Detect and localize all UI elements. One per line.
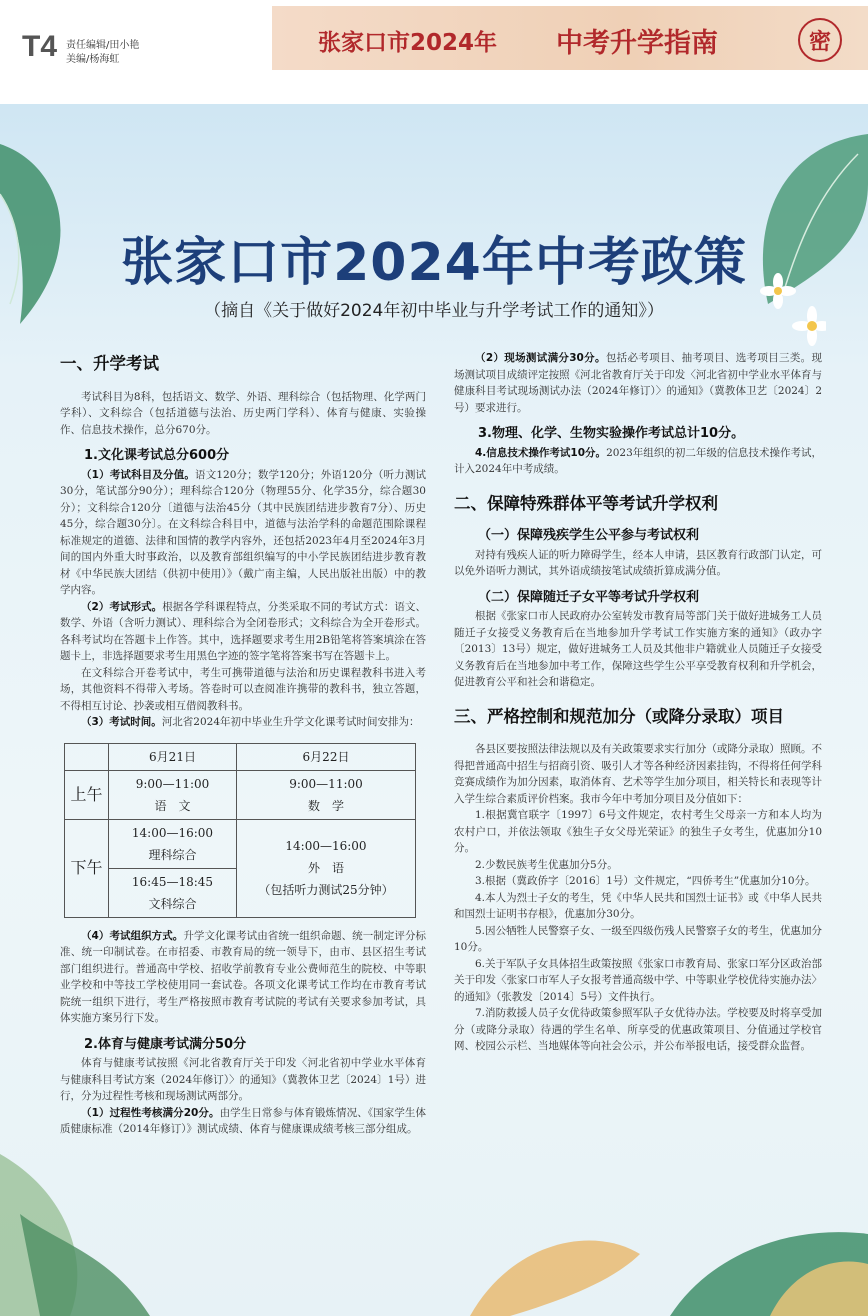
leaf-decoration-bottom-right: [470, 1184, 868, 1316]
item-label: （2）现场测试满分30分。: [475, 352, 606, 364]
list-item: 1.根据冀官联字〔1997〕6号文件规定，农村考生父母亲一方和本人均为农村户口，并依法领取《独生子女父母光荣证》的独生子女考生，优惠加分10分。: [454, 809, 822, 854]
item-text: 河北省2024年初中毕业生升学文化课考试时间安排为：: [161, 716, 420, 728]
exam-time: 14:00—16:00: [131, 825, 214, 840]
exam-subject: 文科综合: [148, 896, 197, 911]
paragraph: 在文科综合开卷考试中，考生可携带道德与法治和历史课程教科书进入考场，其他资料不得带入考场。答卷时可以查阅准许携带的教科书，独立答题，不得相互讨论、抄袭或相互借阅教科书。: [60, 666, 426, 712]
right-column: [454, 350, 822, 1055]
paragraph: [454, 445, 822, 478]
table-header-day2: 6月22日: [237, 743, 416, 770]
list-item: 5.因公牺牲人民警察子女、一级至四级伤残人民警察子女的考生，优惠加分10分。: [454, 924, 822, 953]
banner-city: 张家口市2024年: [318, 30, 498, 56]
table-cell: [237, 819, 416, 917]
paragraph: [60, 1105, 426, 1138]
item-label: （2）考试形式。: [81, 600, 163, 613]
page-number: T4: [22, 30, 58, 63]
section-heading: 一、升学考试: [60, 354, 159, 373]
section-banner: [272, 6, 868, 70]
section-heading: 三、严格控制和规范加分（或降分录取）项目: [454, 706, 784, 726]
exam-time: 16:45—18:45: [131, 874, 214, 889]
left-column: [60, 350, 426, 1138]
paragraph: 对持有残疾人证的听力障碍学生，经本人申请，县区教育行政部门认定，可以免外语听力测试，其外语成绩按笔试成绩折算成满分值。: [454, 548, 822, 577]
exam-time: 14:00—16:00: [285, 839, 367, 853]
item-label: （3）考试时间。: [81, 716, 162, 728]
editor-credits: [66, 39, 139, 67]
paragraph: 考试科目为8科，包括语文、数学、外语、理科综合（包括物理、化学两门学科）、文科综合（包括道德与法治、历史两门学科）、体育与健康、实验操作、信息技术操作，总分670分。: [60, 390, 426, 436]
table-row-label-am: 上午: [65, 770, 109, 819]
subsection-heading: 3.物理、化学、生物实验操作考试总计10分。: [478, 426, 745, 441]
leaf-decoration-bottom-left: [0, 1154, 150, 1316]
paragraph: 体育与健康考试按照《河北省教育厅关于印发〈河北省初中学业水平体育与健康科目考试方案（2024年修订）〉的通知》（冀教体卫艺〔2024〕1号）进行，分为过程性考核和现场测试两部分。: [60, 1057, 426, 1102]
item-text: 由学生日常参与体育锻炼情况、《国家学生体质健康标准（2014年修订）》测试成绩、体育与健康课成绩考核三部分组成。: [60, 1106, 427, 1135]
table-row-label-pm: 下午: [65, 819, 109, 917]
paragraph: 各县区要按照法律法规以及有关政策要求实行加分（或降分录取）照顾。不得把普通高中招生与招商引资、吸引人才等各种经济因素挂钩，不得将任何学科竞赛成绩作为加分因素，取消体育、艺术等学生加分项目，相关特长和表现等计入学生综合素质评价档案。我市今年中考加分项目及分值如下：: [454, 743, 822, 805]
poster-subtitle: （摘自《关于做好2024年初中毕业与升学考试工作的通知》）: [204, 301, 664, 321]
subsection-heading: 1.文化课考试总分600分: [84, 448, 230, 463]
table-cell: [237, 770, 416, 819]
exam-note: （包括听力测试25分钟）: [258, 883, 394, 897]
paragraph: [60, 599, 426, 665]
item-label: （4）考试组织方式。: [81, 929, 184, 942]
list-item: 4.本人为烈士子女的考生，凭《中华人民共和国烈士证书》或《中华人民共和国烈士证明书存根》，优惠加分30分。: [454, 891, 822, 920]
table-cell: [109, 868, 237, 917]
paragraph: [60, 467, 426, 599]
designer-name: 美编/杨海虹: [66, 54, 120, 65]
list-item: 2.少数民族考生优惠加分5分。: [475, 858, 618, 871]
seal-stamp: 密: [798, 18, 842, 62]
item-text: 根据各学科课程特点，分类采取不同的考试方式：语文、数学、外语（含听力测试）、理科综合为全闭卷形式；文科综合为全开卷形式。各科考试均在答题卡上作答。其中，选择题要求考生用2B铅笔将答案填涂在答题卡上，非选择题要求考生用黑色字迹的签字笔将答案书写在答题卡上。: [60, 600, 426, 662]
table-cell: [109, 819, 237, 868]
banner-guide: 中考升学指南: [556, 28, 718, 59]
table-corner: [65, 743, 109, 770]
subsection-heading: （二）保障随迁子女平等考试升学权利: [478, 589, 700, 605]
item-text: 语文120分；数学120分；外语120分（听力测试30分，笔试部分90分）；理科综合120分（物理55分、化学35分，综合题30分）；文科综合120分〔道德与法治45分（其中民族团结进步教育7分）、历史45分，综合题30分〕。在文科综合科目中，道德与法治学科的命题范围除课程标准规定的道德、法律和国情的教学内容外，还包括2023年4月至2024年3月间的国内外重大时事政治，以及教育部组织编写的中小学民族团结进步教育教材《中华民族大团结（供初中使用）》（戴广南主编，人民出版社出版）中的教学内容。: [60, 468, 427, 596]
exam-subject: 理科综合: [148, 847, 197, 862]
exam-time: 9:00—11:00: [289, 776, 363, 791]
exam-subject: 语 文: [154, 798, 191, 813]
subsection-heading: （一）保障残疾学生公平参与考试权利: [478, 528, 700, 543]
poster-title: 张家口市2024年中考政策: [121, 233, 747, 293]
list-item: 6.关于军队子女具体招生政策按照《张家口市教育局、张家口军分区政治部关于印发〈张家口市军人子女报考普通高级中学、中等职业学校优待实施办法〉的通知》（张教发〔2014〕5号）文件执行。: [454, 957, 822, 1003]
table-header-day1: 6月21日: [109, 743, 237, 770]
policy-poster: [0, 104, 868, 1316]
item-text: 升学文化课考试由省统一组织命题、统一制定评分标准、统一印制试卷。在市招委、市教育局的统一领导下，由市、县区招生考试部门组织进行。普通高中学校、招收学前教育专业公费师范生的院校、中等职业学校和中等技工学校使用同一套试卷。各项文化课考试工作均在市教育考试院统一组织下进行，考生严格按照市教育考试院的考试有关要求参加考试，具体实施方案另行下发。: [60, 929, 427, 1024]
table-cell: [109, 770, 237, 819]
exam-subject: 数 学: [307, 798, 344, 813]
section-heading: 二、保障特殊群体平等考试升学权利: [454, 493, 718, 513]
item-text: 包括必考项目、抽考项目、选考项目三类。现场测试项目成绩评定按照《河北省教育厅关于印发〈河北省初中学业水平体育与健康科目考试现场测试办法（2024年修订）〉的通知》（冀教体卫艺〔2024〕2号）要求进行。: [454, 352, 823, 414]
item-label: 4.信息技术操作考试10分。: [475, 446, 607, 459]
item-label: （1）考试科目及分值。: [81, 468, 196, 481]
exam-subject: 外 语: [307, 861, 344, 875]
paragraph: 根据《张家口市人民政府办公室转发市教育局等部门关于做好进城务工人员随迁子女接受义务教育后在当地参加升学考试工作实施方案的通知》（政办字〔2013〕13号）规定，做好进城务工人员及其他非户籍就业人员随迁子女接受义务教育后在当地参加中考工作，保障这些学生公平享受教育权利和升学机会，促进教育公平和社会和谐稳定。: [454, 610, 822, 688]
exam-time: 9:00—11:00: [135, 776, 210, 791]
item-text: 2023年组织的初二年级的信息技术操作考试，计入2024年中考成绩。: [454, 446, 822, 475]
item-label: （1）过程性考核满分20分。: [81, 1106, 220, 1119]
paragraph: [60, 714, 426, 731]
exam-schedule-table: [64, 743, 416, 918]
page-header: [0, 0, 868, 78]
list-item: 7.消防救援人员子女优待政策参照军队子女优待办法。学校要及时将享受加分（或降分录取）待遇的学生名单、所享受的优惠政策项目、分值通过学校官网、校园公示栏、当地媒体等向社会公示，并公布举报电话，接受群众监督。: [454, 1007, 822, 1052]
subsection-heading: 2.体育与健康考试满分50分: [84, 1036, 247, 1052]
editor-name: 责任编辑/田小艳: [66, 40, 140, 51]
list-item: 3.根据（冀政侨字〔2016〕1号）文件规定，“四侨考生”优惠加分10分。: [475, 875, 816, 887]
paragraph: [60, 928, 426, 1027]
paragraph: [454, 350, 822, 416]
